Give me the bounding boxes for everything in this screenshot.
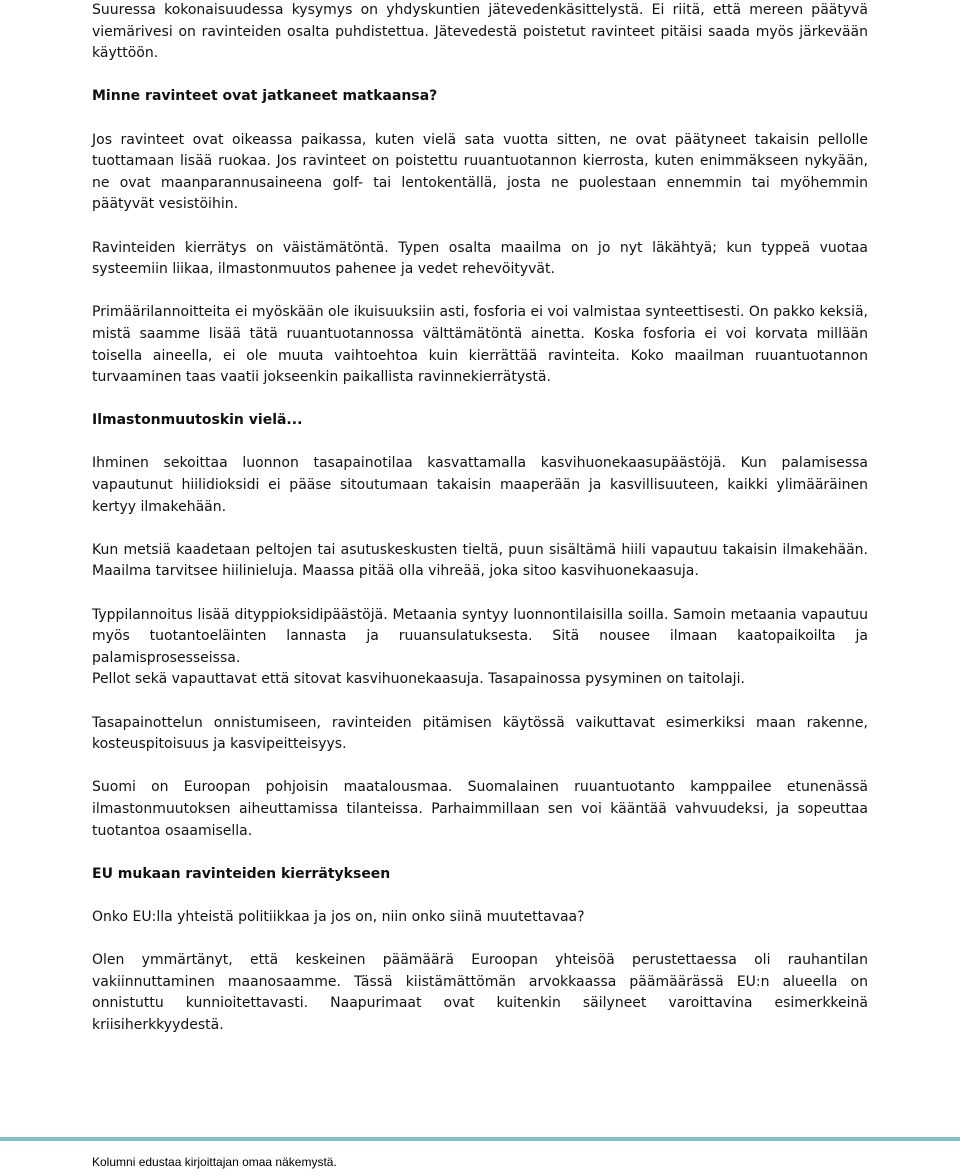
heading-eu: EU mukaan ravinteiden kierrätykseen bbox=[92, 865, 391, 882]
heading-ilmastonmuutos: Ilmastonmuutoskin vielä... bbox=[92, 412, 303, 429]
paragraph-typpilannoitus: Typpilannoitus lisää dityppioksidipäästöjä. Metaania syntyy luonnontilaisilla soilla. Samoin metaania vapautuu myös tuotantoeläinten lannasta ja ruuansulatuksesta. Sitä nousee ilmaan kaatopaikoilta ja palamisprosesseissa. bbox=[92, 606, 868, 666]
paragraph-tasapainotila: Ihminen sekoittaa luonnon tasapainotilaa kasvattamalla kasvihuonekaasupäästöjä. Kun palamisessa vapautunut hiilidioksidi ei pääse sitoutumaan takaisin maaperään ja kasvillisuuteen, kaikki ylimääräinen kertyy ilmakehään. bbox=[92, 455, 868, 515]
article-body bbox=[92, 0, 868, 1037]
paragraph-eu-kysymys: Onko EU:lla yhteistä politiikkaa ja jos on, niin onko siinä muutettavaa? bbox=[92, 908, 585, 925]
paragraph-metsat: Kun metsiä kaadetaan peltojen tai asutuskeskusten tieltä, puun sisältämä hiili vapautuu takaisin ilmakehään. Maailma tarvitsee hiilinieluja. Maassa pitää olla vihreää, joka sitoo kasvihuonekaasuja. bbox=[92, 541, 868, 580]
paragraph-tasapainottelu: Tasapainottelun onnistumiseen, ravinteiden pitämisen käytössä vaikuttavat esimerkiksi maan rakenne, kosteuspitoisuus ja kasvipeitteisyys. bbox=[92, 714, 868, 753]
paragraph-pellot: Pellot sekä vapauttavat että sitovat kasvihuonekaasuja. Tasapainossa pysyminen on taitolaji. bbox=[92, 671, 745, 688]
paragraph-intro: Suuressa kokonaisuudessa kysymys on yhdyskuntien jätevedenkäsittelystä. Ei riitä, että mereen päätyvä viemärivesi on ravinteiden osalta puhdistettua. Jätevedestä poistetut ravinteet pitäisi saada myös järkevään käyttöön. bbox=[92, 2, 868, 62]
paragraph-ravinteet-paikka: Jos ravinteet ovat oikeassa paikassa, kuten vielä sata vuotta sitten, ne ovat päätyneet takaisin pellolle tuottamaan lisää ruokaa. Jos ravinteet on poistettu ruuantuotannon kierrosta, kuten enimmäkseen nykyään, ne ovat maanparannusaineena golf- tai lentokentällä, josta ne puolestaan ennemmin tai myöhemmin päätyvät vesistöihin. bbox=[92, 131, 868, 213]
footer-divider bbox=[0, 1137, 960, 1141]
paragraph-kierratys: Ravinteiden kierrätys on väistämätöntä. Typen osalta maailma on jo nyt läkähtyä; kun typpeä vuotaa systeemiin liikaa, ilmastonmuutos pahenee ja vedet rehevöityvät. bbox=[92, 239, 868, 278]
paragraph-eu-rauha: Olen ymmärtänyt, että keskeinen päämäärä Euroopan yhteisöä perustettaessa oli rauhantilan vakiinnuttaminen maanosaamme. Tässä kiistämättömän arvokkaassa päämäärässä EU:n alueella on onnistuttu kunnioitettavasti. Naapurimaat ovat kuitenkin säilyneet varoittavina esimerkkeinä kriisiherkkyydestä. bbox=[92, 952, 868, 1033]
footer-note: Kolumni edustaa kirjoittajan omaa näkemystä. bbox=[92, 1155, 337, 1169]
paragraph-suomi: Suomi on Euroopan pohjoisin maatalousmaa. Suomalainen ruuantuotanto kamppailee etunenässä ilmastonmuutoksen aiheuttamissa tilanteissa. Parhaimmillaan sen voi kääntää vahvuudeksi, ja sopeuttaa tuotantoa osaamisella. bbox=[92, 779, 868, 839]
heading-ravinteet: Minne ravinteet ovat jatkaneet matkaansa? bbox=[92, 88, 438, 105]
paragraph-primaarilannoitteet: Primäärilannoitteita ei myöskään ole ikuisuuksiin asti, fosforia ei voi valmistaa synteettisesti. On pakko keksiä, mistä saamme lisää tätä ruuantuotannossa välttämätöntä ainetta. Koska fosforia ei voi korvata millään toisella aineella, ei ole muuta vaihtoehtoa kuin kierrättää ravinteita. Koko maailman ruuantuotannon turvaaminen taas vaatii jokseenkin paikallista ravinnekierrätystä. bbox=[92, 304, 868, 386]
